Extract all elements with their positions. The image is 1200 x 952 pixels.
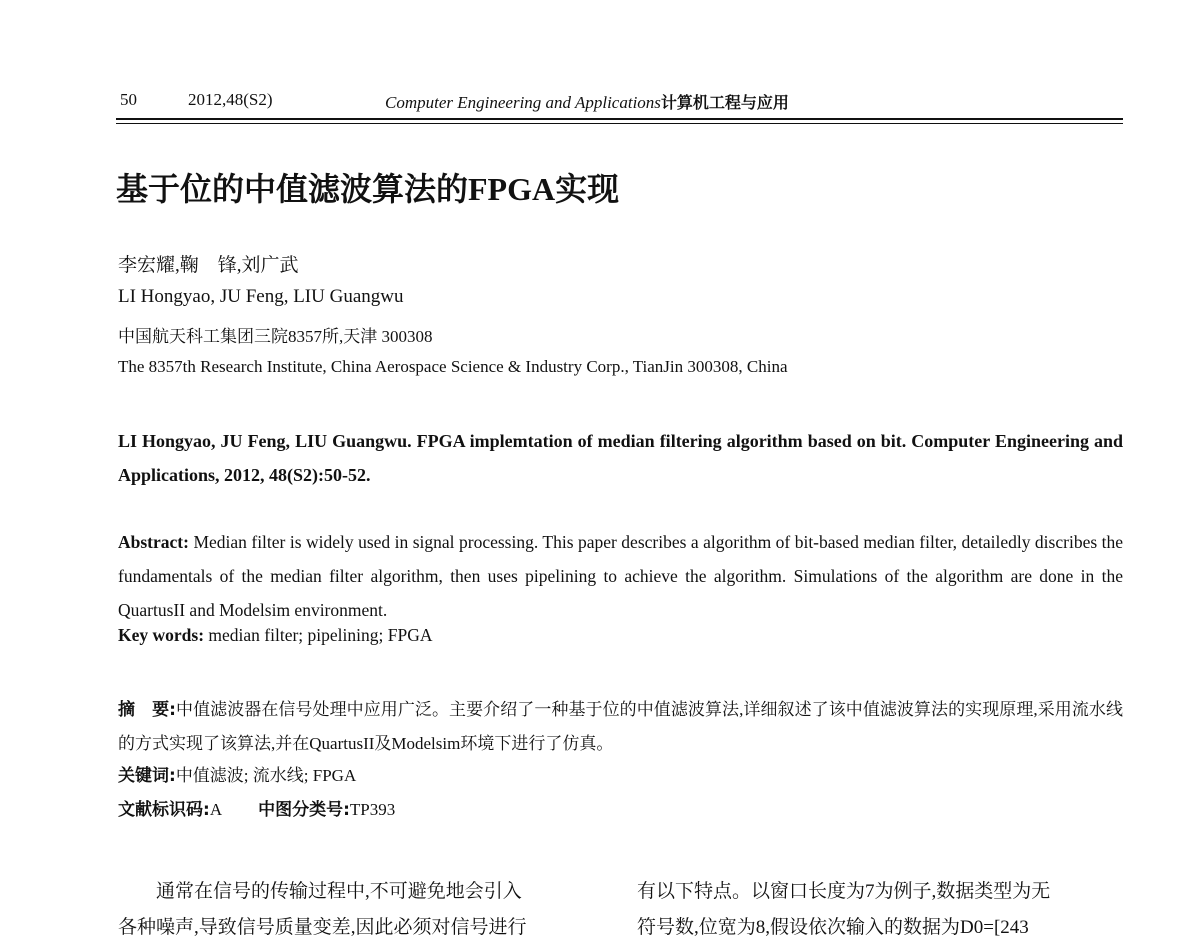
doc-code-label: 文献标识码: xyxy=(118,800,210,820)
keywords-en-label: Key words: xyxy=(118,625,205,645)
keywords-en xyxy=(118,625,432,646)
running-header xyxy=(120,90,1123,114)
keywords-en-text: median filter; pipelining; FPGA xyxy=(208,625,433,645)
keywords-cn xyxy=(118,761,356,786)
abstract-cn xyxy=(118,693,1123,761)
clc-label: 中图分类号: xyxy=(258,800,350,820)
affiliation-en: The 8357th Research Institute, China Aerospace Science & Industry Corp., TianJin 300308, China xyxy=(118,357,788,376)
journal-name xyxy=(385,90,789,113)
paper-title: 基于位的中值滤波算法的FPGA实现 xyxy=(116,171,620,207)
body-line: 各种噪声,导致信号质量变差,因此必须对信号进行 xyxy=(118,917,527,938)
doc-code: A xyxy=(209,800,223,819)
authors-en: LI Hongyao, JU Feng, LIU Guangwu xyxy=(118,286,404,307)
citation: LI Hongyao, JU Feng, LIU Guangwu. FPGA implemtation of median filtering algorithm based on bit. Computer Engineering and Applications, 2012, 48(S2):50-52. xyxy=(118,431,1123,485)
header-rule-thin xyxy=(116,123,1123,124)
journal-name-cn: 计算机工程与应用 xyxy=(660,93,789,112)
body-line: 有以下特点。以窗口长度为7为例子,数据类型为无 xyxy=(637,881,1051,902)
body-column-right xyxy=(637,874,1107,946)
abstract-en-label: Abstract: xyxy=(118,532,189,552)
journal-name-en: Computer Engineering and Applications xyxy=(385,93,661,112)
abstract-cn-text: 中值滤波器在信号处理中应用广泛。主要介绍了一种基于位的中值滤波算法,详细叙述了该中值滤波算法的实现原理,采用流水线的方式实现了该算法,并在QuartusII及Modelsim环境下进行了仿真。 xyxy=(118,700,1123,753)
body-line: 通常在信号的传输过程中,不可避免地会引入 xyxy=(156,881,522,902)
keywords-cn-text: 中值滤波; 流水线; FPGA xyxy=(175,766,357,785)
body-line: 符号数,位宽为8,假设依次输入的数据为D0=[243 xyxy=(637,917,1029,938)
abstract-en xyxy=(118,525,1123,627)
abstract-en-text: Median filter is widely used in signal processing. This paper describes a algorithm of bit-based median filter, detailedly discribes the fundamentals of the median filter algorithm, then uses pipelining to achieve the algorithm. Simulations of the algorithm are done in the QuartusII and Modelsim environment. xyxy=(118,532,1123,620)
authors-cn: 李宏耀,鞠 锋,刘广武 xyxy=(118,255,299,276)
abstract-cn-label: 摘 要: xyxy=(118,700,176,720)
page-number: 50 xyxy=(120,90,137,109)
classification xyxy=(118,795,395,820)
clc-code: TP393 xyxy=(349,800,396,819)
volume-issue: 2012,48(S2) xyxy=(188,90,273,109)
header-rule-thick xyxy=(116,118,1123,120)
affiliation-cn: 中国航天科工集团三院8357所,天津 300308 xyxy=(118,327,433,346)
keywords-cn-label: 关键词: xyxy=(118,766,176,786)
body-column-left xyxy=(118,874,588,946)
